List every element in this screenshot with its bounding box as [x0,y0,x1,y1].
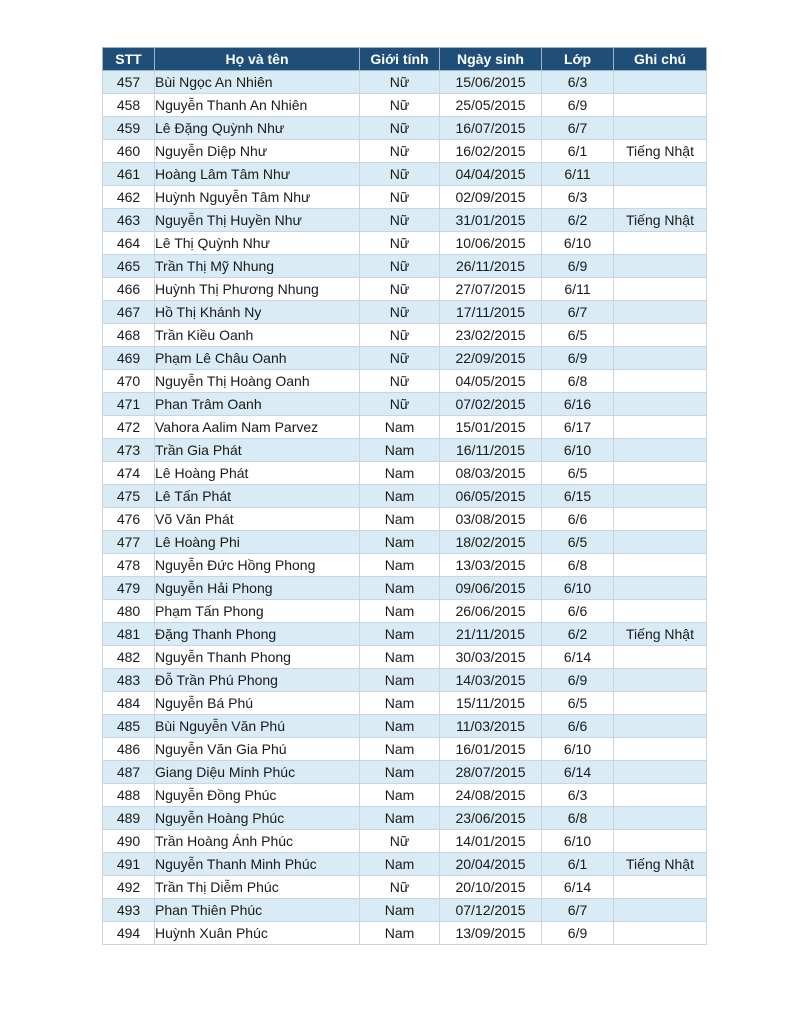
gender-cell: Nữ [360,232,440,255]
class-cell: 6/9 [542,669,614,692]
table-row [103,370,707,393]
name-cell: Huỳnh Xuân Phúc [155,922,360,945]
note-cell [614,876,707,899]
note-cell [614,807,707,830]
note-cell [614,370,707,393]
gender-cell: Nữ [360,393,440,416]
birth-date-cell: 13/09/2015 [440,922,542,945]
gender-cell: Nam [360,646,440,669]
birth-date-cell: 23/02/2015 [440,324,542,347]
class-cell: 6/6 [542,600,614,623]
birth-date-cell: 06/05/2015 [440,485,542,508]
note-cell [614,554,707,577]
name-cell: Nguyễn Hoàng Phúc [155,807,360,830]
class-cell: 6/9 [542,94,614,117]
birth-date-cell: 15/06/2015 [440,71,542,94]
birth-date-cell: 20/10/2015 [440,876,542,899]
gender-cell: Nữ [360,140,440,163]
note-cell [614,531,707,554]
birth-date-cell: 26/06/2015 [440,600,542,623]
note-cell [614,899,707,922]
gender-cell: Nam [360,462,440,485]
stt-cell: 489 [103,807,155,830]
gender-cell: Nam [360,577,440,600]
table-row [103,876,707,899]
stt-cell: 486 [103,738,155,761]
gender-cell: Nữ [360,163,440,186]
gender-cell: Nam [360,715,440,738]
name-cell: Nguyễn Đức Hồng Phong [155,554,360,577]
class-cell: 6/7 [542,301,614,324]
name-cell: Nguyễn Hải Phong [155,577,360,600]
gender-cell: Nam [360,853,440,876]
birth-date-cell: 25/05/2015 [440,94,542,117]
class-cell: 6/5 [542,692,614,715]
note-cell [614,232,707,255]
stt-cell: 474 [103,462,155,485]
stt-cell: 465 [103,255,155,278]
note-cell [614,94,707,117]
name-cell: Nguyễn Thị Huyền Như [155,209,360,232]
class-cell: 6/7 [542,899,614,922]
table-row [103,393,707,416]
name-cell: Trần Thị Diễm Phúc [155,876,360,899]
class-cell: 6/9 [542,347,614,370]
birth-date-cell: 14/01/2015 [440,830,542,853]
gender-cell: Nam [360,508,440,531]
header-gender: Giới tính [360,48,440,71]
note-cell [614,416,707,439]
note-cell: Tiếng Nhật [614,623,707,646]
birth-date-cell: 10/06/2015 [440,232,542,255]
class-cell: 6/3 [542,784,614,807]
gender-cell: Nữ [360,347,440,370]
birth-date-cell: 15/11/2015 [440,692,542,715]
stt-cell: 460 [103,140,155,163]
note-cell [614,922,707,945]
stt-cell: 493 [103,899,155,922]
table-row [103,554,707,577]
class-cell: 6/5 [542,324,614,347]
gender-cell: Nam [360,600,440,623]
name-cell: Đỗ Trần Phú Phong [155,669,360,692]
name-cell: Lê Đặng Quỳnh Như [155,117,360,140]
name-cell: Nguyễn Thị Hoàng Oanh [155,370,360,393]
class-cell: 6/1 [542,853,614,876]
stt-cell: 466 [103,278,155,301]
class-cell: 6/10 [542,738,614,761]
note-cell [614,278,707,301]
name-cell: Bùi Nguyễn Văn Phú [155,715,360,738]
note-cell [614,347,707,370]
class-cell: 6/3 [542,186,614,209]
table-row [103,347,707,370]
class-cell: 6/10 [542,577,614,600]
class-cell: 6/8 [542,554,614,577]
gender-cell: Nữ [360,301,440,324]
name-cell: Nguyễn Thanh Minh Phúc [155,853,360,876]
birth-date-cell: 04/04/2015 [440,163,542,186]
stt-cell: 473 [103,439,155,462]
gender-cell: Nữ [360,117,440,140]
stt-cell: 461 [103,163,155,186]
name-cell: Trần Hoàng Ánh Phúc [155,830,360,853]
header-note: Ghi chú [614,48,707,71]
class-cell: 6/15 [542,485,614,508]
note-cell [614,692,707,715]
name-cell: Nguyễn Văn Gia Phú [155,738,360,761]
birth-date-cell: 22/09/2015 [440,347,542,370]
class-cell: 6/6 [542,715,614,738]
name-cell: Nguyễn Đồng Phúc [155,784,360,807]
name-cell: Trần Thị Mỹ Nhung [155,255,360,278]
gender-cell: Nam [360,554,440,577]
stt-cell: 458 [103,94,155,117]
stt-cell: 490 [103,830,155,853]
stt-cell: 488 [103,784,155,807]
note-cell [614,186,707,209]
gender-cell: Nữ [360,186,440,209]
birth-date-cell: 24/08/2015 [440,784,542,807]
table-row [103,209,707,232]
birth-date-cell: 17/11/2015 [440,301,542,324]
stt-cell: 457 [103,71,155,94]
birth-date-cell: 11/03/2015 [440,715,542,738]
name-cell: Nguyễn Bá Phú [155,692,360,715]
table-row [103,646,707,669]
name-cell: Võ Văn Phát [155,508,360,531]
note-cell [614,324,707,347]
name-cell: Vahora Aalim Nam Parvez [155,416,360,439]
class-cell: 6/11 [542,163,614,186]
table-row [103,324,707,347]
name-cell: Hồ Thị Khánh Ny [155,301,360,324]
table-row [103,899,707,922]
stt-cell: 477 [103,531,155,554]
note-cell [614,255,707,278]
note-cell: Tiếng Nhật [614,140,707,163]
name-cell: Bùi Ngọc An Nhiên [155,71,360,94]
birth-date-cell: 31/01/2015 [440,209,542,232]
gender-cell: Nam [360,531,440,554]
class-cell: 6/10 [542,232,614,255]
gender-cell: Nữ [360,370,440,393]
birth-date-cell: 28/07/2015 [440,761,542,784]
class-cell: 6/2 [542,623,614,646]
stt-cell: 476 [103,508,155,531]
stt-cell: 469 [103,347,155,370]
note-cell [614,600,707,623]
table-row [103,186,707,209]
birth-date-cell: 27/07/2015 [440,278,542,301]
stt-cell: 487 [103,761,155,784]
table-row [103,416,707,439]
note-cell [614,462,707,485]
stt-cell: 471 [103,393,155,416]
header-stt: STT [103,48,155,71]
table-row [103,784,707,807]
stt-cell: 480 [103,600,155,623]
name-cell: Giang Diệu Minh Phúc [155,761,360,784]
class-cell: 6/5 [542,462,614,485]
name-cell: Huỳnh Thị Phương Nhung [155,278,360,301]
note-cell [614,163,707,186]
gender-cell: Nữ [360,209,440,232]
name-cell: Lê Hoàng Phát [155,462,360,485]
class-cell: 6/10 [542,439,614,462]
gender-cell: Nam [360,738,440,761]
stt-cell: 475 [103,485,155,508]
name-cell: Hoàng Lâm Tâm Như [155,163,360,186]
name-cell: Lê Hoàng Phi [155,531,360,554]
birth-date-cell: 03/08/2015 [440,508,542,531]
stt-cell: 462 [103,186,155,209]
gender-cell: Nam [360,899,440,922]
gender-cell: Nam [360,416,440,439]
table-row [103,738,707,761]
birth-date-cell: 16/11/2015 [440,439,542,462]
birth-date-cell: 09/06/2015 [440,577,542,600]
note-cell [614,117,707,140]
table-row [103,140,707,163]
table-row [103,232,707,255]
birth-date-cell: 15/01/2015 [440,416,542,439]
table-row [103,922,707,945]
class-cell: 6/16 [542,393,614,416]
table-header-row [103,48,707,71]
note-cell [614,71,707,94]
table-row [103,71,707,94]
table-row [103,117,707,140]
name-cell: Lê Tấn Phát [155,485,360,508]
gender-cell: Nữ [360,94,440,117]
class-cell: 6/9 [542,922,614,945]
table-row [103,485,707,508]
gender-cell: Nam [360,485,440,508]
stt-cell: 485 [103,715,155,738]
note-cell [614,761,707,784]
birth-date-cell: 20/04/2015 [440,853,542,876]
class-cell: 6/1 [542,140,614,163]
table-row [103,830,707,853]
stt-cell: 478 [103,554,155,577]
table-row [103,439,707,462]
birth-date-cell: 23/06/2015 [440,807,542,830]
note-cell [614,784,707,807]
table-row [103,462,707,485]
name-cell: Trần Gia Phát [155,439,360,462]
stt-cell: 459 [103,117,155,140]
note-cell: Tiếng Nhật [614,853,707,876]
stt-cell: 481 [103,623,155,646]
gender-cell: Nữ [360,278,440,301]
note-cell [614,830,707,853]
note-cell [614,646,707,669]
name-cell: Trần Kiều Oanh [155,324,360,347]
class-cell: 6/17 [542,416,614,439]
stt-cell: 484 [103,692,155,715]
table-row [103,715,707,738]
gender-cell: Nam [360,807,440,830]
birth-date-cell: 04/05/2015 [440,370,542,393]
name-cell: Nguyễn Thanh Phong [155,646,360,669]
birth-date-cell: 16/07/2015 [440,117,542,140]
header-birth-date: Ngày sinh [440,48,542,71]
gender-cell: Nữ [360,876,440,899]
class-cell: 6/14 [542,646,614,669]
class-cell: 6/3 [542,71,614,94]
gender-cell: Nam [360,439,440,462]
note-cell [614,577,707,600]
name-cell: Phan Thiên Phúc [155,899,360,922]
birth-date-cell: 13/03/2015 [440,554,542,577]
name-cell: Phạm Tấn Phong [155,600,360,623]
student-table [102,47,707,945]
birth-date-cell: 26/11/2015 [440,255,542,278]
note-cell [614,669,707,692]
note-cell [614,439,707,462]
note-cell: Tiếng Nhật [614,209,707,232]
stt-cell: 482 [103,646,155,669]
name-cell: Phan Trâm Oanh [155,393,360,416]
note-cell [614,508,707,531]
class-cell: 6/5 [542,531,614,554]
note-cell [614,393,707,416]
stt-cell: 470 [103,370,155,393]
birth-date-cell: 08/03/2015 [440,462,542,485]
gender-cell: Nam [360,623,440,646]
table-row [103,301,707,324]
gender-cell: Nam [360,761,440,784]
birth-date-cell: 02/09/2015 [440,186,542,209]
table-row [103,163,707,186]
table-row [103,600,707,623]
table-row [103,761,707,784]
gender-cell: Nam [360,669,440,692]
birth-date-cell: 18/02/2015 [440,531,542,554]
table-row [103,669,707,692]
stt-cell: 467 [103,301,155,324]
gender-cell: Nữ [360,71,440,94]
table-row [103,508,707,531]
gender-cell: Nam [360,784,440,807]
name-cell: Nguyễn Diệp Như [155,140,360,163]
birth-date-cell: 16/01/2015 [440,738,542,761]
class-cell: 6/14 [542,876,614,899]
class-cell: 6/11 [542,278,614,301]
table-row [103,278,707,301]
header-class: Lớp [542,48,614,71]
stt-cell: 468 [103,324,155,347]
stt-cell: 464 [103,232,155,255]
table-row [103,623,707,646]
header-full-name: Họ và tên [155,48,360,71]
class-cell: 6/2 [542,209,614,232]
name-cell: Nguyễn Thanh An Nhiên [155,94,360,117]
gender-cell: Nữ [360,324,440,347]
birth-date-cell: 21/11/2015 [440,623,542,646]
birth-date-cell: 30/03/2015 [440,646,542,669]
stt-cell: 463 [103,209,155,232]
note-cell [614,301,707,324]
name-cell: Đặng Thanh Phong [155,623,360,646]
class-cell: 6/9 [542,255,614,278]
gender-cell: Nữ [360,830,440,853]
gender-cell: Nữ [360,255,440,278]
class-cell: 6/10 [542,830,614,853]
name-cell: Huỳnh Nguyễn Tâm Như [155,186,360,209]
stt-cell: 479 [103,577,155,600]
note-cell [614,485,707,508]
stt-cell: 483 [103,669,155,692]
gender-cell: Nam [360,922,440,945]
class-cell: 6/6 [542,508,614,531]
birth-date-cell: 07/12/2015 [440,899,542,922]
table-row [103,577,707,600]
class-cell: 6/8 [542,807,614,830]
stt-cell: 492 [103,876,155,899]
class-cell: 6/8 [542,370,614,393]
note-cell [614,715,707,738]
table-row [103,255,707,278]
gender-cell: Nam [360,692,440,715]
birth-date-cell: 14/03/2015 [440,669,542,692]
birth-date-cell: 16/02/2015 [440,140,542,163]
name-cell: Lê Thị Quỳnh Như [155,232,360,255]
table-row [103,531,707,554]
birth-date-cell: 07/02/2015 [440,393,542,416]
table-row [103,807,707,830]
name-cell: Phạm Lê Châu Oanh [155,347,360,370]
table-row [103,853,707,876]
stt-cell: 472 [103,416,155,439]
note-cell [614,738,707,761]
class-cell: 6/7 [542,117,614,140]
table-row [103,692,707,715]
stt-cell: 491 [103,853,155,876]
stt-cell: 494 [103,922,155,945]
class-cell: 6/14 [542,761,614,784]
table-row [103,94,707,117]
